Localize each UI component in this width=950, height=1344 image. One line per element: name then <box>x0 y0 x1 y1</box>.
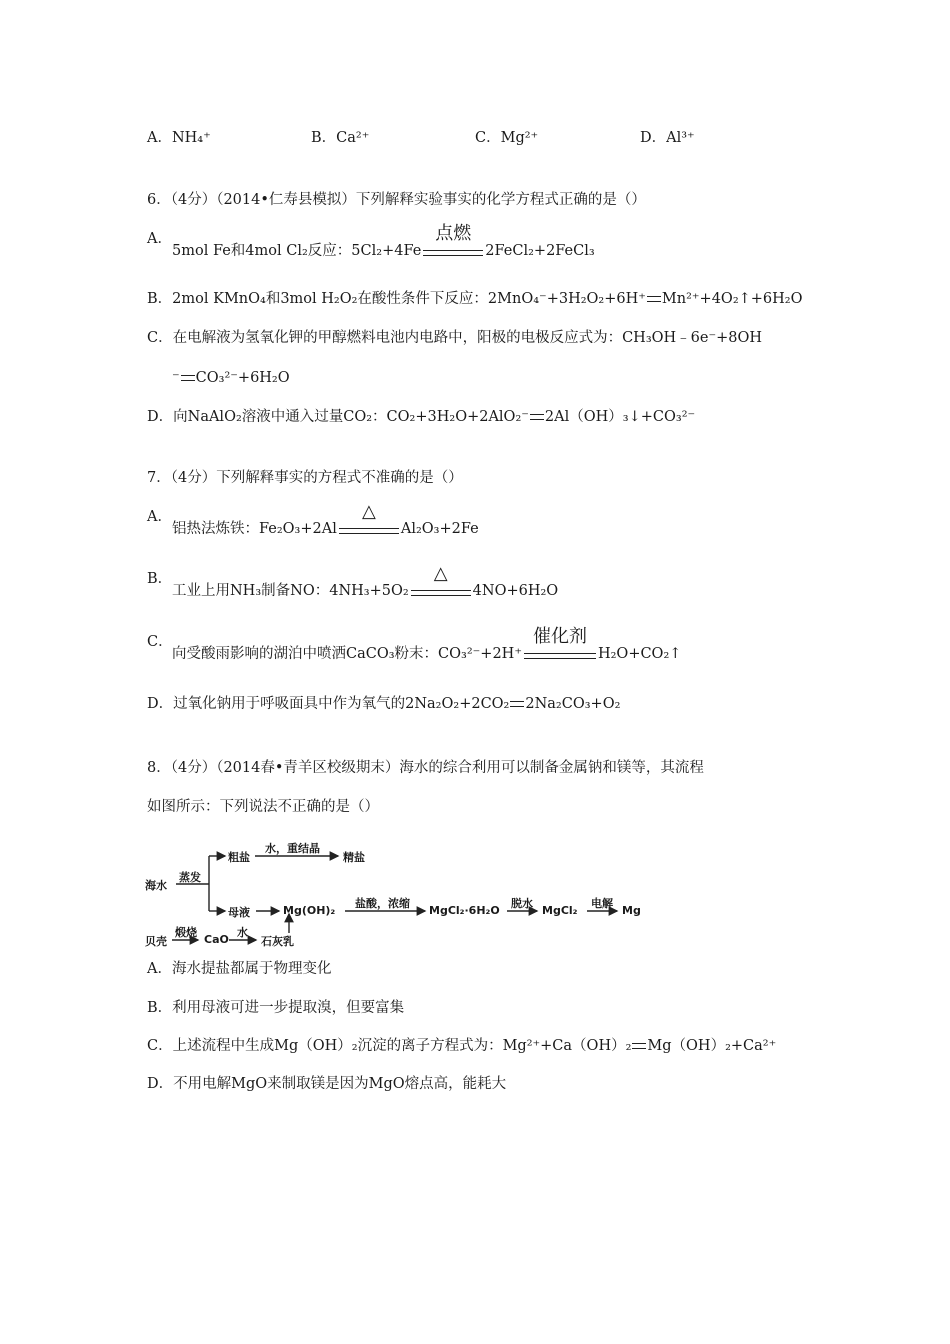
flow-fine-salt: 精盐 <box>343 851 365 864</box>
q5-option-d: D．Al³⁺ <box>640 130 695 146</box>
flow-calcine: 煅烧 <box>175 926 197 939</box>
flow-hcl-concentrate: 盐酸，浓缩 <box>355 897 410 910</box>
q7-b-products: 4NO+6H₂O <box>472 583 559 599</box>
q7-c-reactants: 向受酸雨影响的湖泊中喷洒CaCO₃粉末：CO₃²⁻+2H⁺ <box>172 646 522 662</box>
flow-electrolysis: 电解 <box>591 897 613 910</box>
flow-evaporate: 蒸发 <box>179 871 201 884</box>
condition-label: △ <box>361 501 376 522</box>
heat-condition-arrow <box>411 563 471 601</box>
q7-b-reactants: 工业上用NH₃制备NO：4NH₃+5O₂ <box>172 583 409 599</box>
seawater-flow-diagram <box>143 836 663 952</box>
q7-a-reactants: 铝热法炼铁：Fe₂O₃+2Al <box>172 521 337 537</box>
q7-option-c-letter: C． <box>147 634 173 650</box>
q7-option-d <box>147 694 620 714</box>
q7-option-b <box>172 563 559 601</box>
q8-option-b: B．利用母液可进一步提取溴，但要富集 <box>147 1000 405 1016</box>
q8-option-d: D．不用电解MgO来制取镁是因为MgO熔点高，能耗大 <box>147 1076 507 1092</box>
q6-option-d <box>147 407 695 427</box>
q6-option-b <box>147 289 803 309</box>
q7-option-c <box>172 626 682 664</box>
flow-shells: 贝壳 <box>145 935 167 948</box>
q8-stem-line1: 8．（4分）（2014春•青羊区校级期末）海水的综合利用可以制备金属钠和镁等，其流程 <box>147 760 704 776</box>
flow-dehydrate: 脱水 <box>511 897 533 910</box>
q6-a-products: 2FeCl₂+2FeCl₃ <box>485 243 595 259</box>
flow-mgcl2-hydrate: MgCl₂·6H₂O <box>429 904 500 917</box>
equals-sign <box>530 414 544 420</box>
flow-crude-salt: 粗盐 <box>228 851 250 864</box>
q8-c-products: Mg（OH）₂+Ca²⁺ <box>647 1038 777 1054</box>
condition-label: △ <box>433 563 448 584</box>
flow-water: 水 <box>237 926 248 939</box>
flow-lime-milk: 石灰乳 <box>261 935 294 948</box>
q5-option-b: B．Ca²⁺ <box>311 130 370 146</box>
heat-condition-arrow <box>339 501 399 539</box>
q7-d-products: 2Na₂CO₃+O₂ <box>525 696 621 712</box>
q6-option-a <box>172 223 595 261</box>
flow-seawater: 海水 <box>145 879 167 892</box>
equals-sign <box>647 296 661 302</box>
flow-mgoh2: Mg(OH)₂ <box>283 904 336 917</box>
q6-c-charge: ⁻ <box>172 370 180 386</box>
q7-c-products: H₂O+CO₂↑ <box>597 646 682 662</box>
condition-label: 点燃 <box>435 223 472 244</box>
q6-option-c-line1: C．在电解液为氢氧化钾的甲醇燃料电池内电路中，阳极的电极反应式为：CH₃OH﹣6e⁻+8OH <box>147 330 763 346</box>
q5-option-c: C．Mg²⁺ <box>475 130 539 146</box>
q6-d-products: 2Al（OH）₃↓+CO₃²⁻ <box>544 409 696 425</box>
catalyst-condition-arrow <box>524 626 596 664</box>
q8-c-reactants: C．上述流程中生成Mg（OH）₂沉淀的离子方程式为：Mg²⁺+Ca（OH）₂ <box>147 1038 632 1054</box>
equals-sign <box>632 1043 646 1049</box>
q6-option-a-letter: A． <box>147 231 172 247</box>
equals-sign <box>181 375 195 381</box>
q7-option-b-letter: B． <box>147 571 173 587</box>
flow-water-recrystallize: 水，重结晶 <box>265 842 320 855</box>
q6-a-reactants: 5mol Fe和4mol Cl₂反应：5Cl₂+4Fe <box>172 243 422 259</box>
q7-option-a <box>172 501 479 539</box>
flow-cao: CaO <box>204 933 229 946</box>
q7-d-reactants: D．过氧化钠用于呼吸面具中作为氧气的2Na₂O₂+2CO₂ <box>147 696 510 712</box>
q7-stem: 7．（4分）下列解释事实的方程式不准确的是（） <box>147 470 463 486</box>
q8-option-a: A．海水提盐都属于物理变化 <box>147 961 332 977</box>
ignite-condition-arrow <box>423 223 483 261</box>
q6-d-reactants: D．向NaAlO₂溶液中通入过量CO₂：CO₂+3H₂O+2AlO₂⁻ <box>147 409 529 425</box>
flow-mg: Mg <box>622 904 641 917</box>
q7-a-products: Al₂O₃+2Fe <box>400 521 479 537</box>
q8-stem-line2: 如图所示：下列说法不正确的是（） <box>147 799 379 815</box>
q6-option-c-line2 <box>172 368 290 388</box>
q5-option-a: A．NH₄⁺ <box>147 130 211 146</box>
flow-mother-liquor: 母液 <box>228 906 250 919</box>
q6-b-products: Mn²⁺+4O₂↑+6H₂O <box>661 291 803 307</box>
q6-stem: 6．（4分）（2014•仁寿县模拟）下列解释实验事实的化学方程式正确的是（） <box>147 192 646 208</box>
q6-b-reactants: B．2mol KMnO₄和3mol H₂O₂在酸性条件下反应：2MnO₄⁻+3H₂O₂+6H⁺ <box>147 291 646 307</box>
q8-option-c <box>147 1036 776 1056</box>
q7-option-a-letter: A． <box>147 509 172 525</box>
equals-sign <box>510 701 524 707</box>
flow-mgcl2: MgCl₂ <box>542 904 578 917</box>
q6-c-products: CO₃²⁻+6H₂O <box>195 370 290 386</box>
condition-label: 催化剂 <box>532 626 587 647</box>
